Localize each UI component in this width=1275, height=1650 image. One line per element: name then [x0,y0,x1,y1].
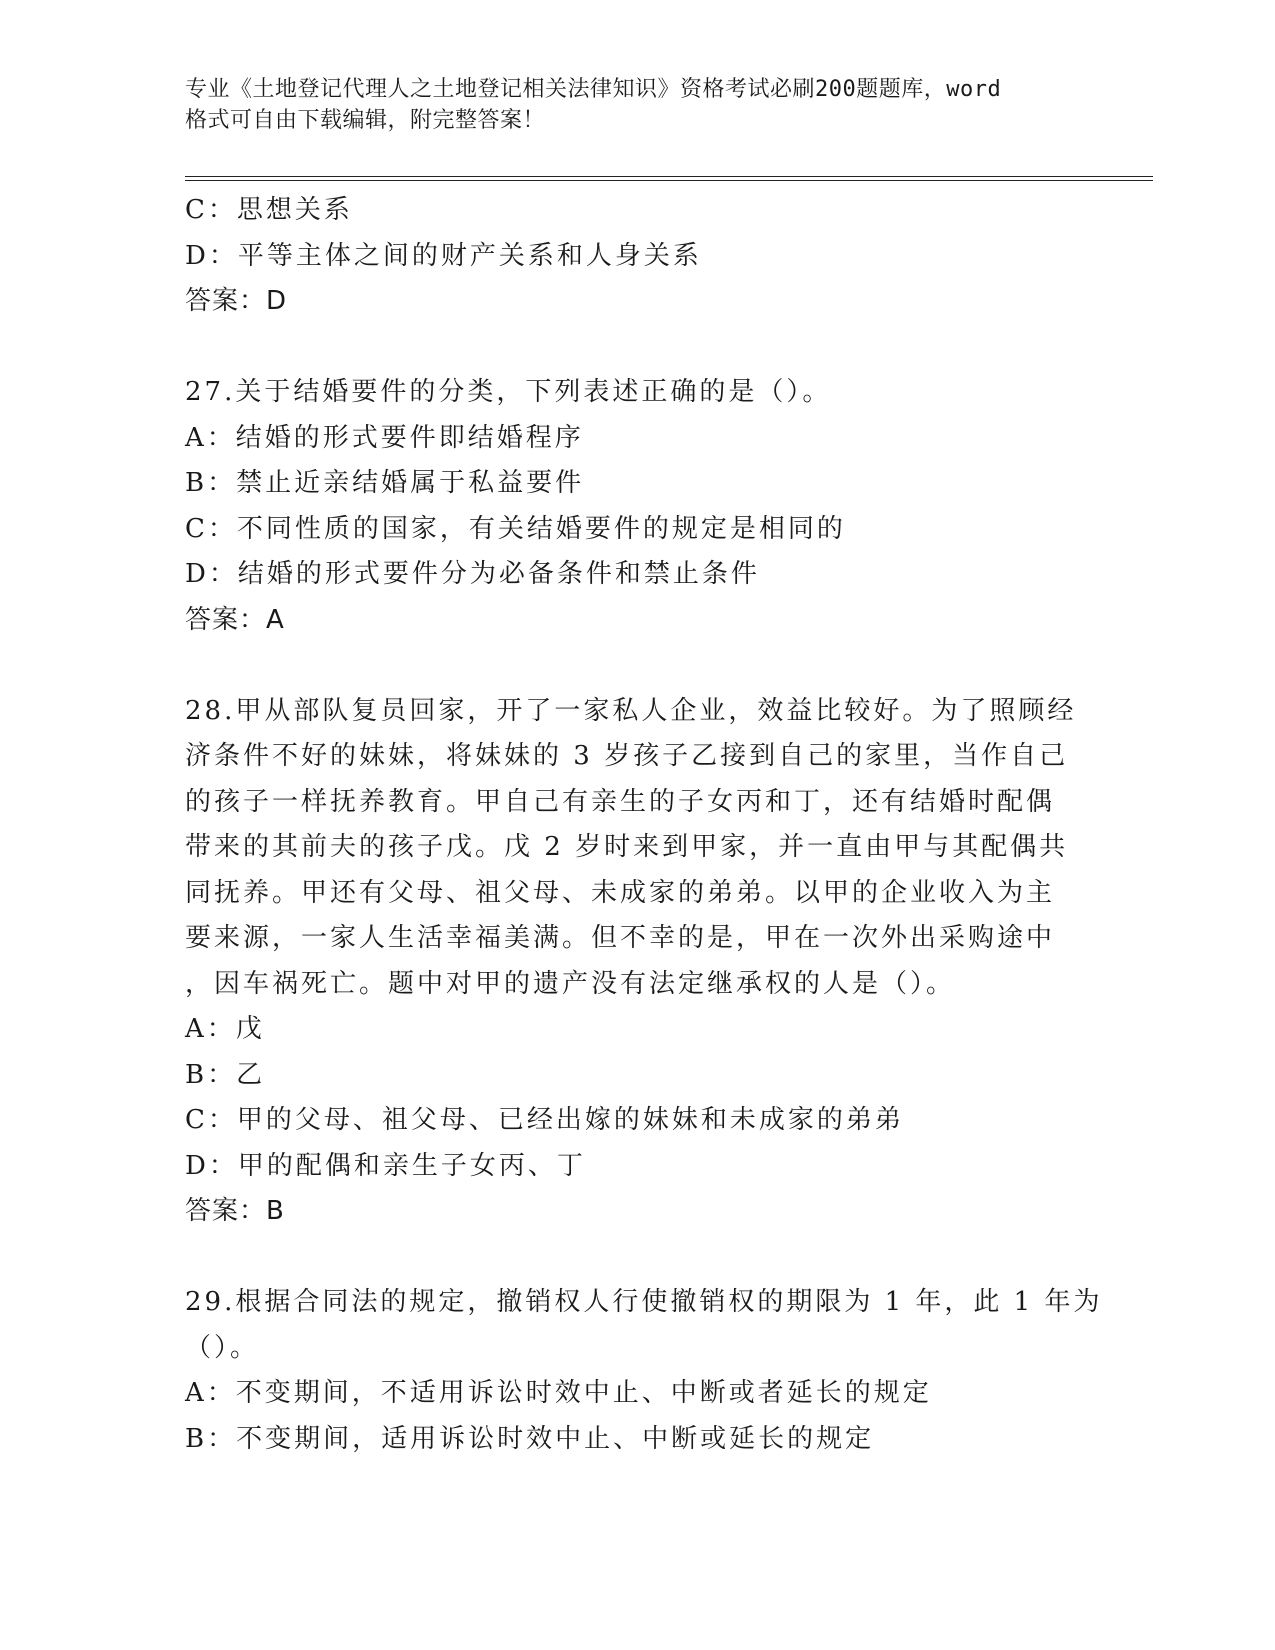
question-stem-line: 带来的其前夫的孩子戊。戊 2 岁时来到甲家，并一直由甲与其配偶共 [185,832,1069,862]
page-header [185,74,1085,136]
question-stem-line: 要来源，一家人生活幸福美满。但不幸的是，甲在一次外出采购途中 [185,923,1056,953]
option-b: B：不变期间，适用诉讼时效中止、中断或延长的规定 [185,1423,875,1454]
option-d: D：平等主体之间的财产关系和人身关系 [185,240,702,271]
header-divider [185,176,1153,181]
question-stem-line: （）。 [185,1332,260,1363]
question-stem-line: 济条件不好的妹妹，将妹妹的 3 岁孩子乙接到自己的家里，当作自己 [185,741,1069,771]
option-a: A：结婚的形式要件即结婚程序 [185,422,584,453]
spacer [185,325,1095,371]
question-stem-line: ，因车祸死亡。题中对甲的遗产没有法定继承权的人是（）。 [185,968,956,999]
option-c: C：不同性质的国家，有关结婚要件的规定是相同的 [185,513,846,544]
prev-question-block [185,188,1095,325]
question-29 [185,1280,1103,1462]
spacer [185,643,1095,689]
question-stem-line: 同抚养。甲还有父母、祖父母、未成家的弟弟。以甲的企业收入为主 [185,877,1056,908]
option-d: D：结婚的形式要件分为必备条件和禁止条件 [185,559,760,589]
option-d: D：甲的配偶和亲生子女丙、丁 [185,1150,586,1181]
spacer [185,1235,1095,1281]
option-c: C：思想关系 [185,195,353,225]
option-b: B：禁止近亲结婚属于私益要件 [185,468,585,498]
header-line-1: 专业《土地登记代理人之土地登记相关法律知识》资格考试必刷200题题库，word [185,77,1002,102]
question-stem-line: 的孩子一样抚养教育。甲自己有亲生的子女丙和丁，还有结婚时配偶 [185,786,1056,817]
option-c: C：甲的父母、祖父母、已经出嫁的妹妹和未成家的弟弟 [185,1105,904,1135]
answer-line: 答案：D [185,286,288,316]
document-body [185,188,1103,1462]
question-stem-line: 28.甲从部队复员回家，开了一家私人企业，效益比较好。为了照顾经 [185,695,1077,726]
answer-line: 答案：A [185,604,285,635]
header-line-2: 格式可自由下载编辑，附完整答案！ [185,108,546,133]
question-stem: 27.关于结婚要件的分类，下列表述正确的是（）。 [185,377,832,407]
option-b: B：乙 [185,1059,266,1090]
question-28 [185,689,1095,1235]
option-a: A：戊 [185,1014,265,1044]
answer-line: 答案：B [185,1196,285,1226]
question-27 [185,370,1095,643]
question-stem-line: 29.根据合同法的规定，撤销权人行使撤销权的期限为 1 年，此 1 年为 [185,1287,1103,1317]
option-a: A：不变期间，不适用诉讼时效中止、中断或者延长的规定 [185,1378,932,1408]
